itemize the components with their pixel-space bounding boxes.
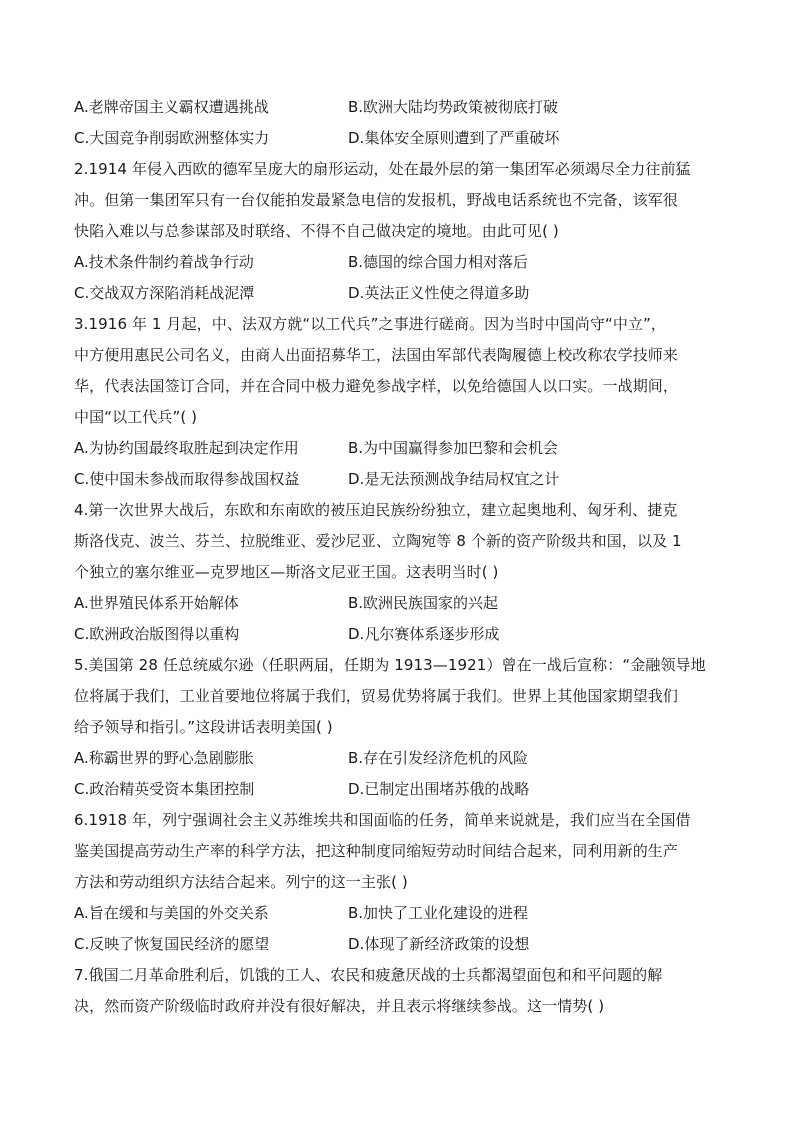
option-b[interactable]: B.德国的综合国力相对落后 bbox=[348, 253, 529, 271]
question-stem-line: 决，然而资产阶级临时政府并没有很好解决，并且表示将继续参战。这一情势( ) bbox=[74, 997, 605, 1015]
option-d[interactable]: D.已制定出围堵苏俄的战略 bbox=[348, 780, 530, 798]
options-row bbox=[74, 929, 724, 960]
options-row bbox=[74, 588, 724, 619]
option-b[interactable]: B.欧洲大陆均势政策被彻底打破 bbox=[348, 98, 559, 116]
option-c[interactable]: C.交战双方深陷消耗战泥潭 bbox=[74, 284, 255, 302]
options-row bbox=[74, 247, 724, 278]
question-stem-line: 中国“以工代兵”( ) bbox=[74, 408, 198, 426]
question-stem-line: 华，代表法国签订合同，并在合同中极力避免参战字样，以免给德国人以口实。一战期间， bbox=[74, 377, 679, 395]
question-stem-line: 7.俄国二月革命胜利后，饥饿的工人、农民和疲惫厌战的士兵都渴望面包和和平问题的解 bbox=[74, 966, 663, 984]
question-5 bbox=[74, 650, 724, 805]
option-d[interactable]: D.体现了新经济政策的设想 bbox=[348, 935, 530, 953]
option-d[interactable]: D.凡尔赛体系逐步形成 bbox=[348, 625, 500, 643]
option-a[interactable]: A.老牌帝国主义霸权遭遇挑战 bbox=[74, 98, 269, 116]
options-row bbox=[74, 619, 724, 650]
option-c[interactable]: C.政治精英受资本集团控制 bbox=[74, 780, 255, 798]
option-a[interactable]: A.技术条件制约着战争行动 bbox=[74, 253, 254, 271]
option-b[interactable]: B.存在引发经济危机的风险 bbox=[348, 749, 529, 767]
question-stem-line: 6.1918 年，列宁强调社会主义苏维埃共和国面临的任务，简单来说就是，我们应当在全国借 bbox=[74, 811, 691, 829]
question-3 bbox=[74, 309, 724, 495]
question-stem-line: 位将属于我们，工业首要地位将属于我们，贸易优势将属于我们。世界上其他国家期望我们 bbox=[74, 687, 679, 705]
option-c[interactable]: C.使中国未参战而取得参战国权益 bbox=[74, 470, 300, 488]
option-a[interactable]: A.称霸世界的野心急剧膨胀 bbox=[74, 749, 254, 767]
options-row bbox=[74, 92, 724, 123]
options-row bbox=[74, 123, 724, 154]
options-row bbox=[74, 433, 724, 464]
question-stem-line: 鉴美国提高劳动生产率的科学方法，把这种制度同缩短劳动时间结合起来，同利用新的生产 bbox=[74, 842, 679, 860]
option-b[interactable]: B.加快了工业化建设的进程 bbox=[348, 904, 529, 922]
question-4 bbox=[74, 495, 724, 650]
option-d[interactable]: D.集体安全原则遭到了严重破坏 bbox=[348, 129, 560, 147]
options-row bbox=[74, 774, 724, 805]
option-c[interactable]: C.大国竞争削弱欧洲整体实力 bbox=[74, 129, 270, 147]
question-stem-line: 中方便用惠民公司名义，由商人出面招募华工，法国由军部代表陶履德上校改称农学技师来 bbox=[74, 346, 679, 364]
question-6 bbox=[74, 805, 724, 960]
option-d[interactable]: D.是无法预测战争结局权宜之计 bbox=[348, 470, 560, 488]
question-stem-line: 4.第一次世界大战后，东欧和东南欧的被压迫民族纷纷独立，建立起奥地利、匈牙利、捷克 bbox=[74, 501, 678, 519]
question-stem-line: 冲。但第一集团军只有一台仅能拍发最紧急电信的发报机，野战电话系统也不完备，该军很 bbox=[74, 191, 679, 209]
option-a[interactable]: A.为协约国最终取胜起到决定作用 bbox=[74, 439, 299, 457]
question-stem-line: 方法和劳动组织方法结合起来。列宁的这一主张( ) bbox=[74, 873, 408, 891]
question-2 bbox=[74, 154, 724, 309]
option-c[interactable]: C.欧洲政治版图得以重构 bbox=[74, 625, 240, 643]
option-b[interactable]: B.欧洲民族国家的兴起 bbox=[348, 594, 499, 612]
question-stem-line: 给予领导和指引。”这段讲话表明美国( ) bbox=[74, 718, 333, 736]
question-1 bbox=[74, 92, 724, 154]
options-row bbox=[74, 743, 724, 774]
question-stem-line: 3.1916 年 1 月起，中、法双方就“以工代兵”之事进行磋商。因为当时中国尚守“中立”， bbox=[74, 315, 667, 333]
question-stem-line: 5.美国第 28 任总统威尔逊（任职两届，任期为 1913—1921）曾在一战后宣称：“金融领导地 bbox=[74, 656, 706, 674]
question-7 bbox=[74, 960, 724, 1022]
question-stem-line: 个独立的塞尔维亚—克罗地区—斯洛文尼亚王国。这表明当时( ) bbox=[74, 563, 499, 581]
option-a[interactable]: A.世界殖民体系开始解体 bbox=[74, 594, 239, 612]
option-a[interactable]: A.旨在缓和与美国的外交关系 bbox=[74, 904, 269, 922]
option-b[interactable]: B.为中国赢得参加巴黎和会机会 bbox=[348, 439, 559, 457]
options-row bbox=[74, 278, 724, 309]
option-c[interactable]: C.反映了恢复国民经济的愿望 bbox=[74, 935, 270, 953]
exam-page bbox=[74, 92, 724, 1022]
options-row bbox=[74, 898, 724, 929]
options-row bbox=[74, 464, 724, 495]
question-stem-line: 2.1914 年侵入西欧的德军呈庞大的扇形运动，处在最外层的第一集团军必须竭尽全力往前猛 bbox=[74, 160, 691, 178]
option-d[interactable]: D.英法正义性使之得道多助 bbox=[348, 284, 530, 302]
question-stem-line: 斯洛伐克、波兰、芬兰、拉脱维亚、爱沙尼亚、立陶宛等 8 个新的资产阶级共和国，以及 1 bbox=[74, 532, 682, 550]
question-stem-line: 快陷入难以与总参谋部及时联络、不得不自己做决定的境地。由此可见( ) bbox=[74, 222, 559, 240]
